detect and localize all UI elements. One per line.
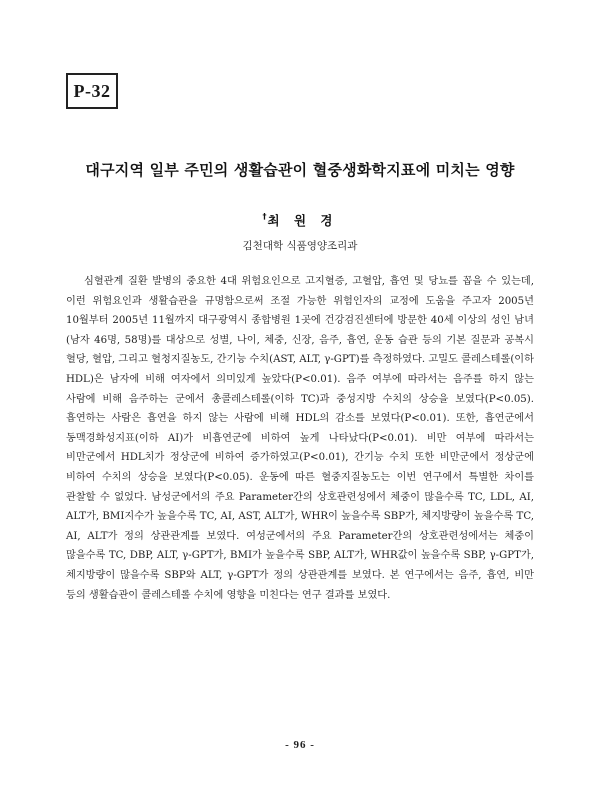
poster-number: P-32 (73, 80, 111, 101)
page-number: - 96 - (285, 739, 315, 751)
affiliation: 김천대학 식품영양조리과 (242, 240, 358, 252)
poster-number-box (66, 73, 118, 109)
abstract-text: 심혈관계 질환 발병의 중요한 4대 위험요인으로 고지혈증, 고혈압, 흡연 및 당뇨를 꼽을 수 있는데, 이런 위험요인과 생활습관을 규명함으로써 조절 가능한 위험인자의 교정에 도움을 주고자 2005년 10월부터 2005년 11월까지 대구광역시 종합병원 1곳에 건강검진센터에 방문한 40세 이상의 성인 남녀(남자 46명, 58명)를 대상으로 성별, 나이, 체중, 신장, 음주, 흡연, 운동 습관 등의 기본 질문과 공복시 혈당, 혈압, 그리고 혈청지질농도, 간기능 수치(AST, ALT, γ-GPT)를 측정하였다. 고밀도 콜레스테롤(이하 HDL)은 남자에 비해 여자에서 의미있게 높았다(P<0.01). 음주 여부에 따라서는 음주를 하지 않는 사람에 비해 음주하는 군에서 총콜레스테롤(이하 TC)과 중성지방 수치의 상승을 보였다(P<0.05). 흡연하는 사람은 흡연을 하지 않는 사람에 비해 HDL의 감소를 보였다(P<0.01). 또한, 흡연군에서 동맥경화성지표(이하 AI)가 비흡연군에 비하여 높게 나타났다(P<0.01). 비만 여부에 따라서는 비만군에서 HDL치가 정상군에 비하여 증가하였고(P<0.01), 간기능 수치 또한 비만군에서 정상군에 비하여 수치의 상승을 보였다(P<0.05). 운동에 따른 혈중지질농도는 이번 연구에서 특별한 차이를 관찰할 수 없었다. 남성군에서의 주요 Parameter간의 상호관련성에서 체중이 많을수록 TC, LDL, AI, ALT가, BMI지수가 높을수록 TC, AI, AST, ALT가, WHR이 높을수록 SBP가, 체지방량이 높을수록 TC, AI, ALT가 정의 상관관계를 보였다. 여성군에서의 주요 Parameter간의 상호관련성에서는 체중이 많을수록 TC, DBP, ALT, γ-GPT가, BMI가 높을수록 SBP, ALT가, WHR값이 높을수록 SBP, γ-GPT가, 체지방량이 많을수록 SBP와 ALT, γ-GPT가 정의 상관관계를 보였다. 본 연구에서는 음주, 흡연, 비만 등의 생활습관이 콜레스테롤 수치에 영향을 미친다는 연구 결과를 보였다. (66, 276, 534, 601)
author (0, 211, 600, 229)
paper-title: 대구지역 일부 주민의 생활습관이 혈중생화학지표에 미치는 영향 (85, 161, 515, 179)
corresponding-author-mark: † (262, 212, 267, 221)
abstract (66, 272, 534, 605)
author-name: 최 원 경 (267, 213, 338, 228)
